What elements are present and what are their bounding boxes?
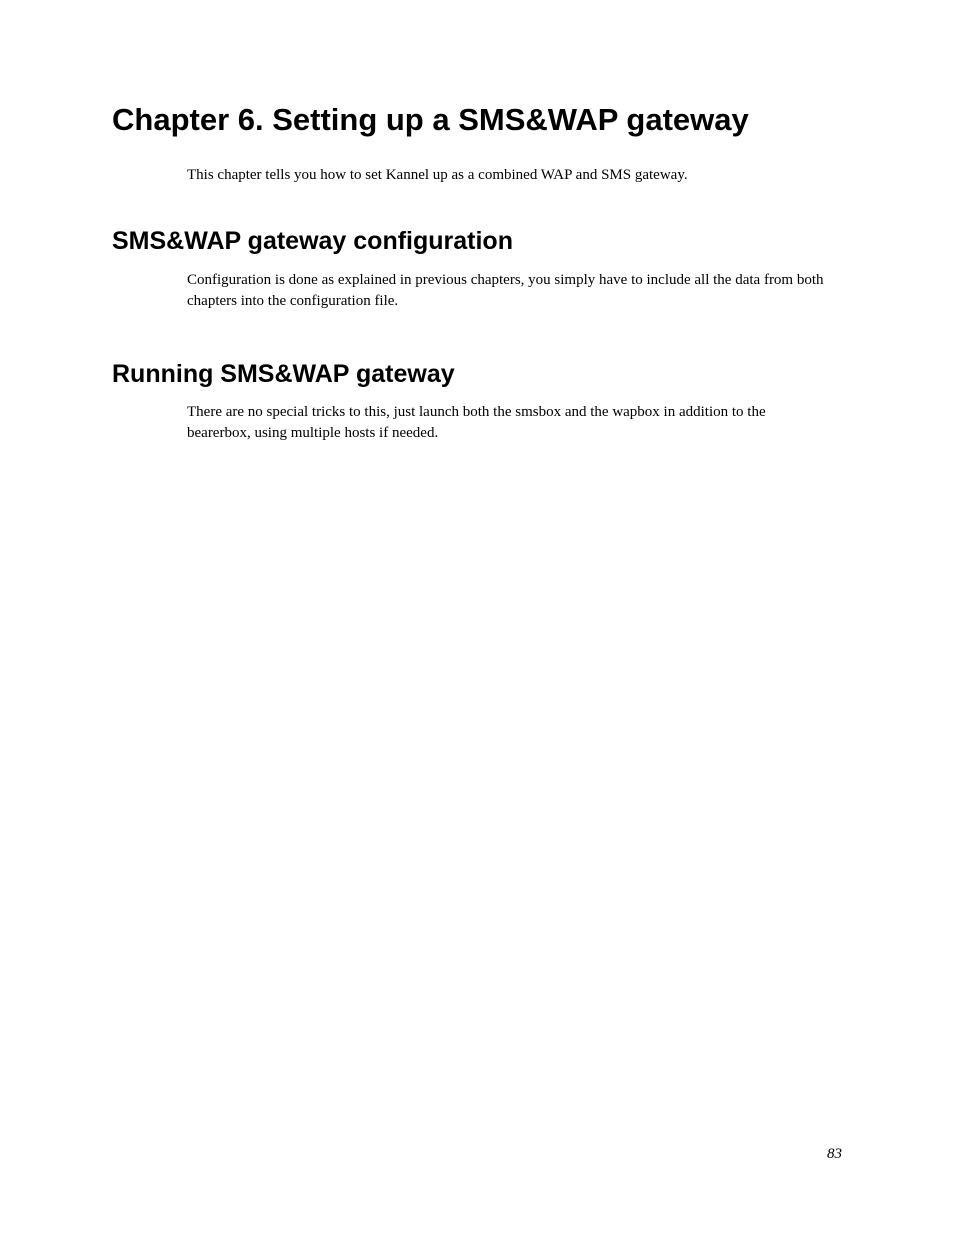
section-paragraph-running: There are no special tricks to this, just launch both the smsbox and the wapbox in addition to the bearerbox, using multiple hosts if needed. bbox=[187, 404, 766, 441]
page-number: 83 bbox=[827, 1146, 842, 1162]
section-title-running: Running SMS&WAP gateway bbox=[112, 360, 455, 388]
chapter-intro-paragraph: This chapter tells you how to set Kannel up as a combined WAP and SMS gateway. bbox=[187, 167, 688, 183]
chapter-title: Chapter 6. Setting up a SMS&WAP gateway bbox=[112, 102, 749, 137]
section-paragraph-configuration: Configuration is done as explained in previous chapters, you simply have to include all the data from both chapters into the configuration file. bbox=[187, 272, 824, 309]
section-title-configuration: SMS&WAP gateway configuration bbox=[112, 227, 513, 255]
